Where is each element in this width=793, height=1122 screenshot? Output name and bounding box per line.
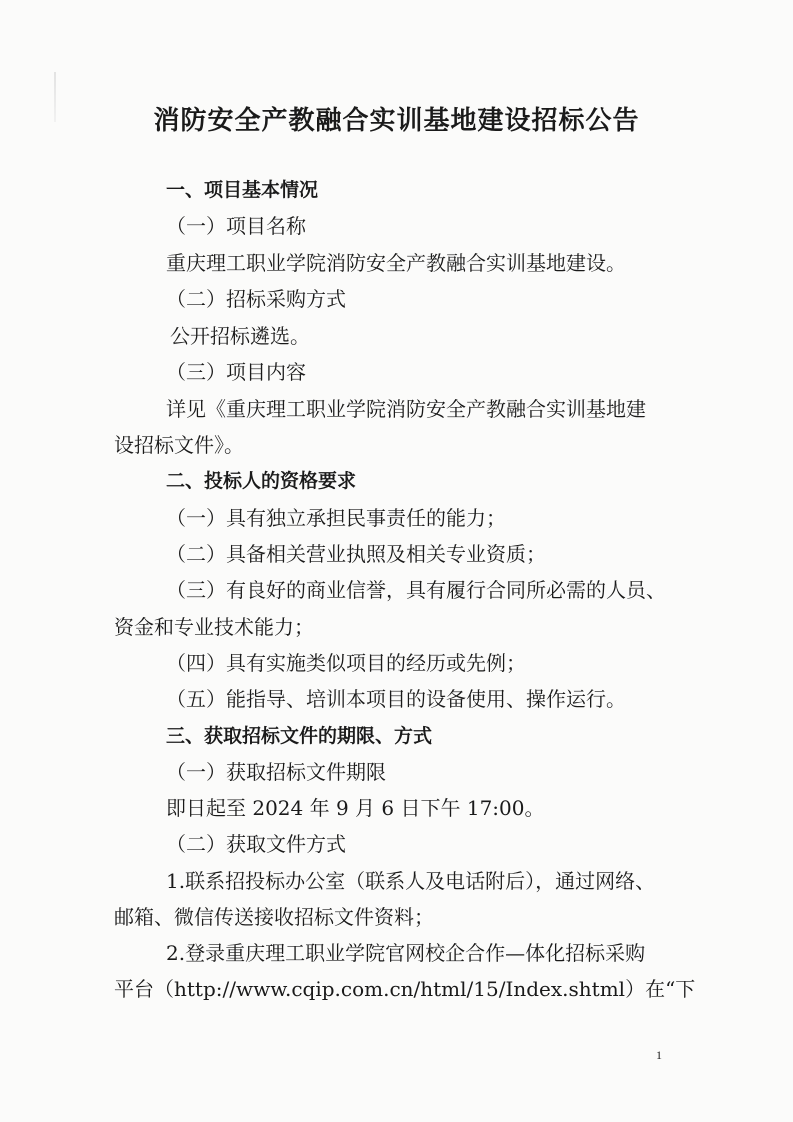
section-1-sub-1-label: （一）项目名称 <box>166 214 306 238</box>
qualification-item-3-line-1: （三）有良好的商业信誉，具有履行合同所必需的人员、 <box>166 578 666 602</box>
section-1-sub-2-label: （二）招标采购方式 <box>166 287 346 311</box>
qualification-item-5: （五）能指导、培训本项目的设备使用、操作运行。 <box>166 687 626 711</box>
page-number: 1 <box>656 1048 662 1062</box>
section-3-sub-1-text: 即日起至 2024 年 9 月 6 日下午 17:00。 <box>166 796 545 820</box>
method-1-line-2: 邮箱、微信传送接收招标文件资料； <box>114 905 434 929</box>
qualification-item-3-line-2: 资金和专业技术能力； <box>114 615 314 639</box>
section-1-heading: 一、项目基本情况 <box>166 179 319 201</box>
section-2-heading: 二、投标人的资格要求 <box>166 470 357 492</box>
qualification-item-2: （二）具备相关营业执照及相关专业资质； <box>166 542 546 566</box>
document-title: 消防安全产教融合实训基地建设招标公告 <box>153 106 640 136</box>
qualification-item-1: （一）具有独立承担民事责任的能力； <box>166 506 506 530</box>
method-1-line-1: 1.联系招投标办公室（联系人及电话附后），通过网络、 <box>166 869 656 893</box>
section-1-sub-3-text-line-1: 详见《重庆理工职业学院消防安全产教融合实训基地建 <box>166 397 646 421</box>
section-3-sub-1-label: （一）获取招标文件期限 <box>166 760 386 784</box>
method-2-line-2: 平台（http://www.cqip.com.cn/html/15/Index.shtml）在“下 <box>114 977 696 1001</box>
method-2-line-1: 2.登录重庆理工职业学院官网校企合作—体化招标采购 <box>166 941 646 965</box>
section-1-sub-2-text: 公开招标遴选。 <box>170 324 310 348</box>
section-1-sub-1-text: 重庆理工职业学院消防安全产教融合实训基地建设。 <box>166 251 626 275</box>
section-1-sub-3-text-line-2: 设招标文件》。 <box>114 433 244 457</box>
section-3-heading: 三、获取招标文件的期限、方式 <box>166 725 433 747</box>
section-1-sub-3-label: （三）项目内容 <box>166 360 306 384</box>
section-3-sub-2-label: （二）获取文件方式 <box>166 832 346 856</box>
qualification-item-4: （四）具有实施类似项目的经历或先例； <box>166 651 526 675</box>
